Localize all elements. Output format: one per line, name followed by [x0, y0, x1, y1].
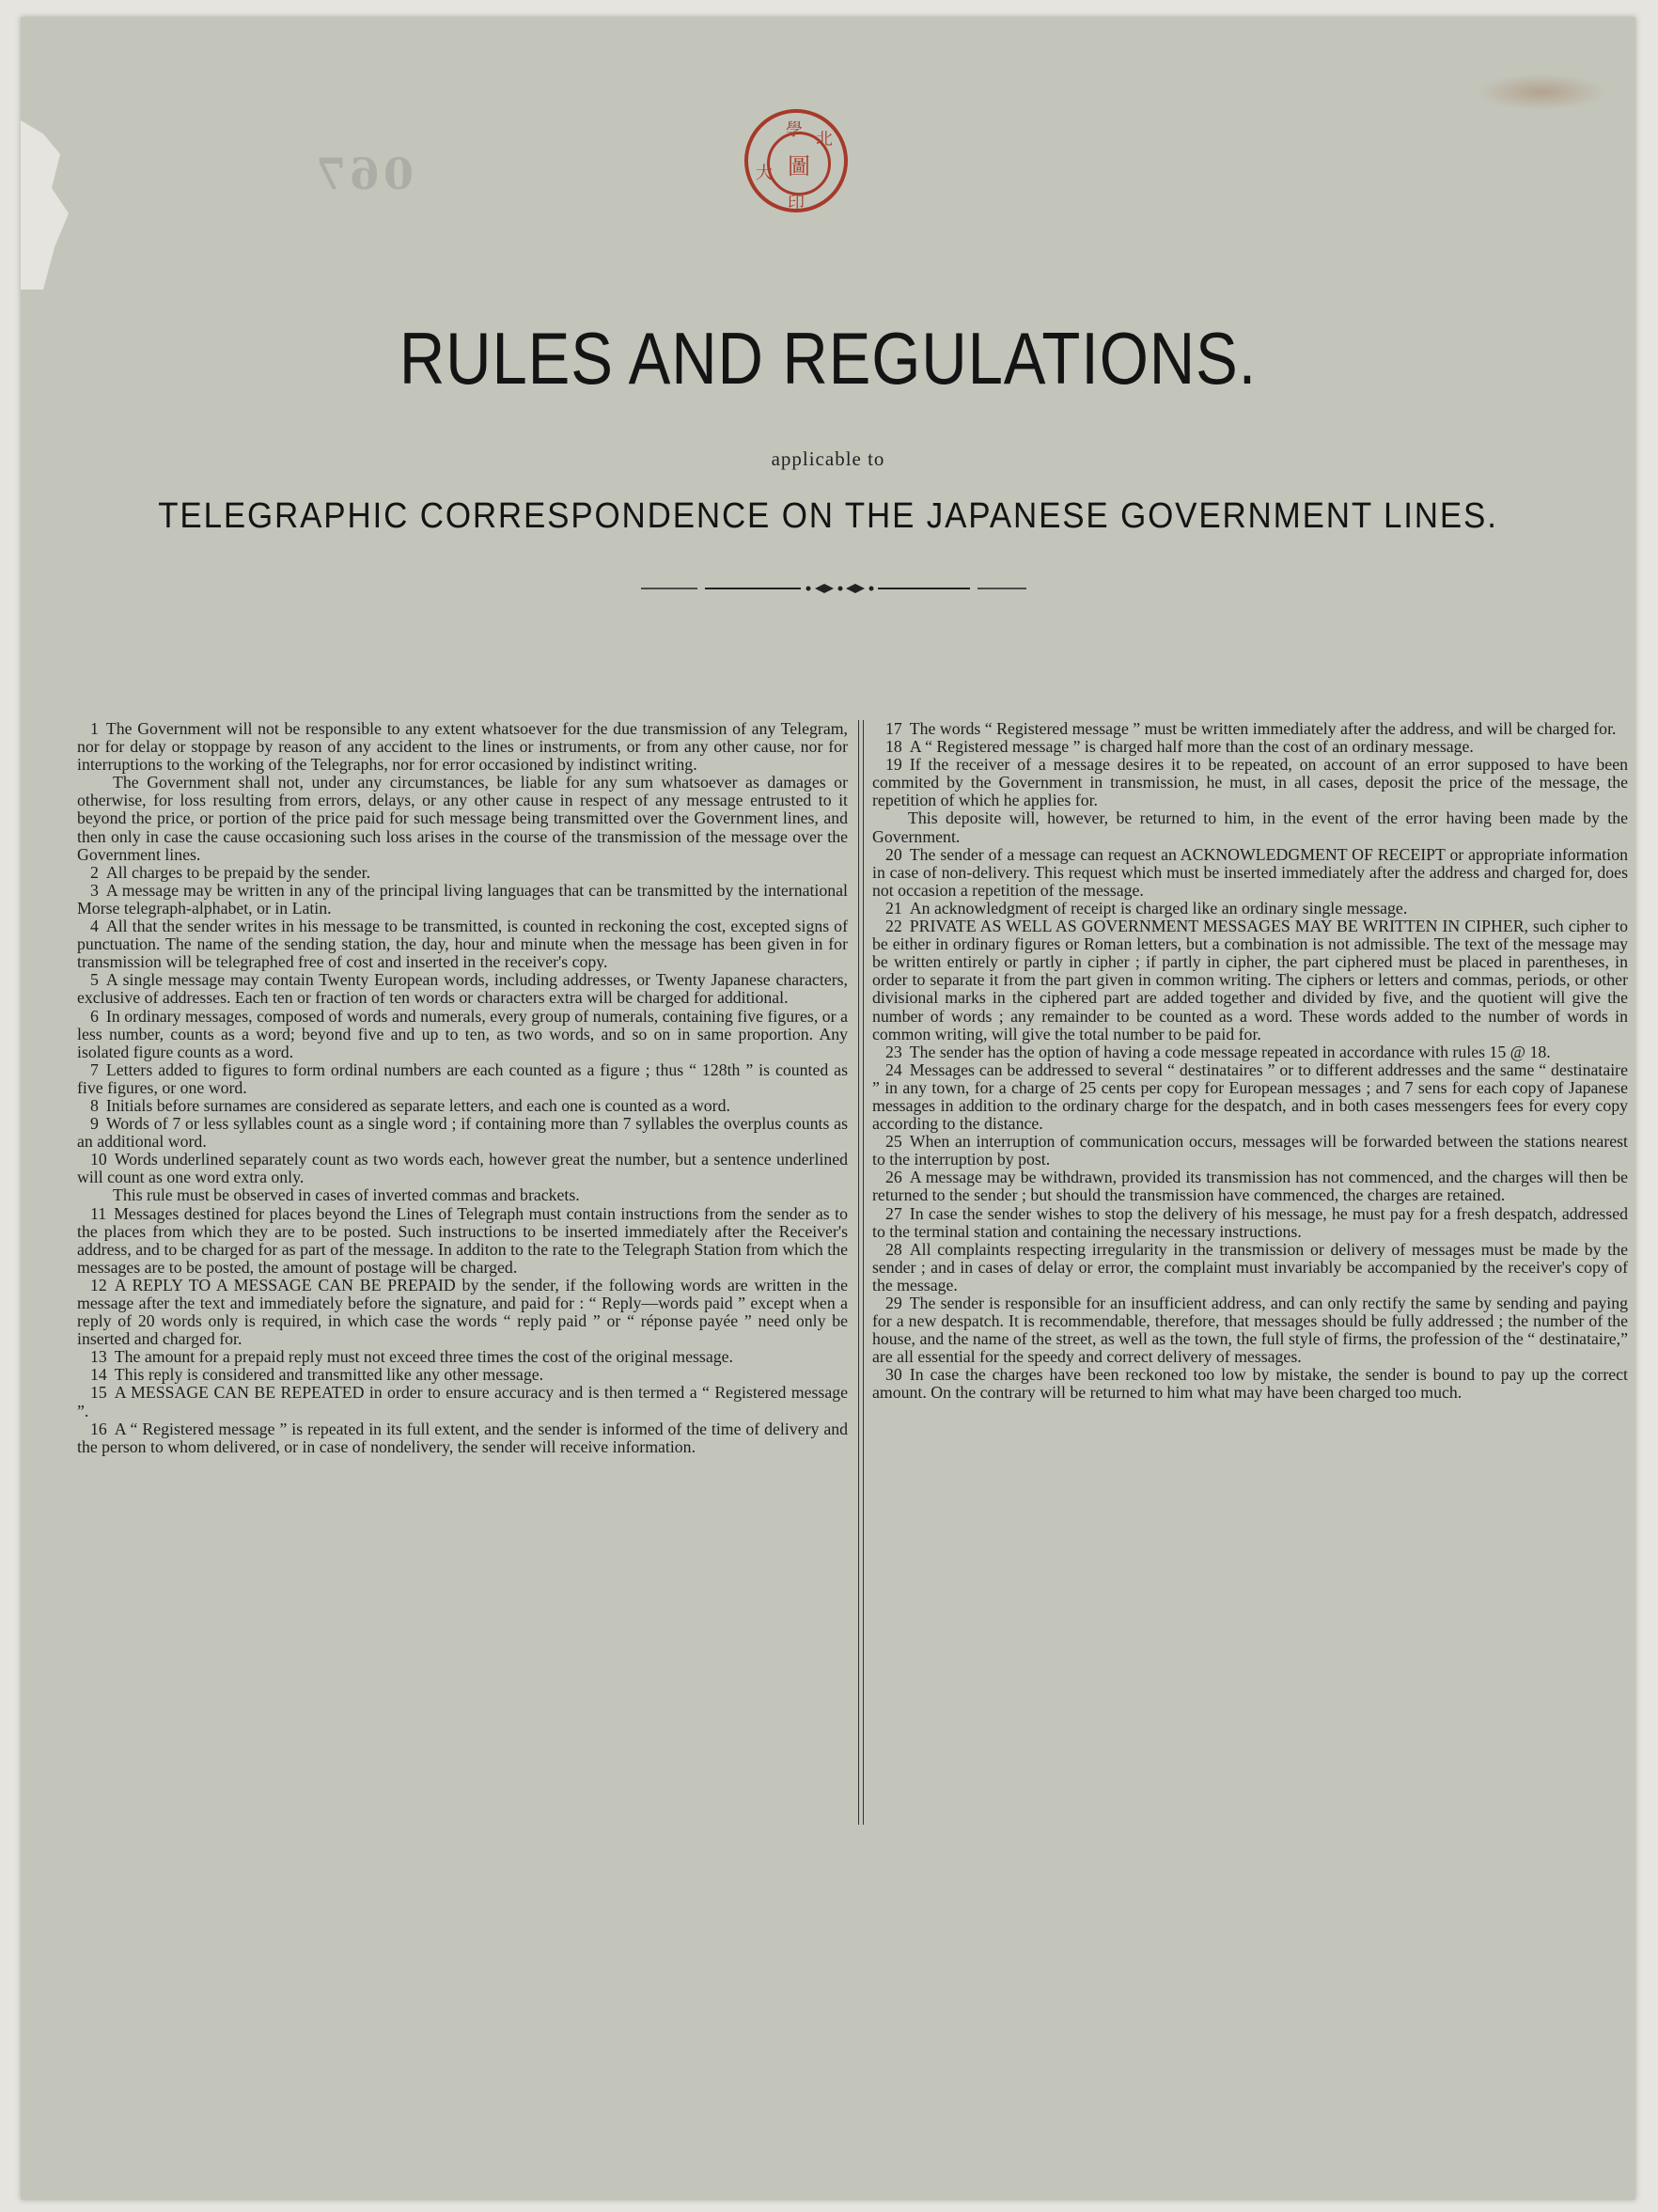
rule-paragraph — [872, 809, 1628, 845]
rule-text: The words “ Registered message ” must be written immediately after the address, and will be charged for. — [909, 719, 1617, 738]
left-column — [77, 720, 848, 1456]
rule-paragraph — [77, 971, 848, 1007]
rule-text: A “ Registered message ” is repeated in its full extent, and the sender is informed of the time of delivery and the person to whom delivered, or in case of nondelivery, the sender will receive information. — [77, 1419, 848, 1456]
rule-number: 5 — [90, 970, 99, 990]
rule-number: 4 — [90, 917, 99, 936]
rule-paragraph — [77, 1115, 848, 1151]
rule-paragraph — [77, 1205, 848, 1277]
rule-text: In case the charges have been reckoned too low by mistake, the sender is bound to pay up the correct amount. On the contrary will be returned to him what may have been charged too much. — [872, 1365, 1628, 1403]
rule-text: Words underlined separately count as two words each, however great the number, but a sentence underlined will count as one word extra only. — [77, 1150, 848, 1187]
rule-text: Initials before surnames are considered as separate letters, and each one is counted as a word. — [105, 1095, 730, 1115]
rule-paragraph — [77, 1097, 848, 1115]
rule-paragraph — [77, 720, 848, 774]
rule-number: 2 — [90, 862, 99, 882]
rule-text: An acknowledgment of receipt is charged like an ordinary single message. — [909, 898, 1408, 918]
rule-number: 10 — [90, 1150, 107, 1169]
rule-number: 17 — [885, 719, 902, 738]
rust-stain — [1476, 73, 1607, 111]
rule-paragraph — [872, 846, 1628, 900]
rule-text: The sender of a message can request an ACKNOWLEDGMENT OF RECEIPT or appropriate information in case of non-delivery. This request which must be inserted immediately after the address and charged for, does not occasion a repetition of the message. — [872, 844, 1628, 900]
rule-paragraph — [872, 1043, 1628, 1061]
rule-number: 30 — [885, 1365, 902, 1385]
seal-inner-ring: 圖 — [767, 132, 831, 196]
rule-text: A single message may contain Twenty European words, including addresses, or Twenty Japanese characters, exclusive of addresses. Each ten or fraction of ten words or characters extra will be charged for additional. — [77, 970, 848, 1008]
rule-paragraph — [77, 1008, 848, 1061]
rule-text: The sender is responsible for an insufficient address, and can only rectify the same by sending and paying for a new despatch. It is recommendable, therefore, that messages should be fully addressed ; the number of the house, and the name of the street, as well as the town, the full style of firms, the profession of the “ destinataire,” are all essential for the speedy and correct delivery of messages. — [872, 1294, 1628, 1367]
library-seal-stamp: 學 北 大 印 圖 — [744, 109, 848, 212]
rule-text: If the receiver of a message desires it to be repeated, on account of an error supposed to have been commited by the Government in transmission, he must, in all cases, deposit the price of the message, the repetition of which he applies for. — [872, 755, 1628, 810]
rule-paragraph — [872, 1133, 1628, 1169]
rule-paragraph — [77, 774, 848, 863]
rule-paragraph — [77, 1366, 848, 1384]
rule-paragraph — [77, 1420, 848, 1456]
rule-paragraph — [872, 900, 1628, 918]
rule-text: Messages destined for places beyond the Lines of Telegraph must contain instructions from the sender as to the places from which they are to be posted. Such instructions to be inserted immediately after the Receiver's address, and to be charged for as part of the message. In additon to the rate to the Telegraph Station from which the messages are to be posted, the amount of postage will be charged. — [77, 1203, 848, 1277]
rule-text: This rule must be observed in cases of inverted commas and brackets. — [113, 1185, 580, 1205]
rule-text: A message may be written in any of the principal living languages that can be transmitted by the international Morse telegraph-alphabet, or in Latin. — [77, 880, 848, 918]
rule-text: All charges to be prepaid by the sender. — [105, 862, 371, 882]
rule-paragraph — [872, 1241, 1628, 1294]
rule-number: 26 — [885, 1168, 902, 1187]
rule-paragraph — [77, 1277, 848, 1348]
rule-text: When an interruption of communication occurs, messages will be forwarded between the stations nearest to the interruption by post. — [872, 1132, 1628, 1169]
rule-paragraph — [872, 738, 1628, 756]
rule-paragraph — [872, 1169, 1628, 1204]
rule-text: A “ Registered message ” is charged half more than the cost of an ordinary message. — [909, 737, 1474, 757]
rule-text: This reply is considered and transmitted like any other message. — [114, 1365, 544, 1385]
rule-paragraph — [77, 1384, 848, 1420]
rule-text: The Government will not be responsible to any extent whatsoever for the due transmission of any Telegram, nor for delay or stoppage by reason of any accident to the lines or instruments, or from any other cause, nor for interruptions to the working of the Telegraphs, nor for error occasioned by indistinct writing. — [77, 719, 848, 775]
rule-number: 19 — [885, 755, 902, 775]
rule-paragraph — [872, 1061, 1628, 1133]
subtitle: applicable to — [771, 447, 885, 470]
rule-paragraph — [872, 1366, 1628, 1402]
ornamental-divider — [641, 579, 1026, 598]
rule-number: 9 — [90, 1114, 99, 1134]
rule-number: 13 — [90, 1347, 107, 1367]
rule-number: 27 — [885, 1203, 902, 1223]
ghost-number: 067 — [312, 149, 414, 199]
rule-text: PRIVATE AS WELL AS GOVERNMENT MESSAGES MAY BE WRITTEN IN CIPHER, such cipher to be either in ordinary figures or Roman letters, but a combination is not admissible. The text of the message may be written entirely or partly in cipher ; if partly in cipher, the part ciphered must be placed in parentheses, in order to separate it from the part given in common writing. The ciphers or letters and commas, periods, or other divisional marks in the ciphered part are added together and divided by five, and the quotient will give the number of words ; any remainder to be counted as a word. These words added to the number of words in common writing, will give the total number to be paid for. — [872, 917, 1628, 1043]
rule-number: 6 — [90, 1006, 99, 1026]
rules-body — [77, 720, 1628, 1829]
rule-text: All that the sender writes in his message to be transmitted, is counted in reckoning the cost, excepted signs of punctuation. The name of the sending station, the day, hour and minute when the message has been given in for transmission will be telegraphed free of cost and inserted in the receiver's copy. — [77, 917, 848, 972]
column-divider — [858, 720, 864, 1825]
rule-paragraph — [77, 1186, 848, 1204]
rule-paragraph — [872, 756, 1628, 809]
rule-number: 7 — [90, 1059, 99, 1079]
rule-text: Words of 7 or less syllables count as a single word ; if containing more than 7 syllables the overplus counts as an additional word. — [77, 1114, 848, 1152]
rule-text: All complaints respecting irregularity in the transmission or delivery of messages must be made by the sender ; and in cases of delay or error, the complaint must invariably be accompanied by the receiver's copy of the message. — [872, 1239, 1628, 1294]
rule-paragraph — [77, 1151, 848, 1186]
rule-number: 23 — [885, 1042, 902, 1061]
rule-paragraph — [77, 1348, 848, 1366]
rule-number: 15 — [90, 1383, 107, 1403]
rule-number: 24 — [885, 1059, 902, 1079]
rule-paragraph — [77, 1061, 848, 1097]
rule-number: 11 — [90, 1203, 107, 1223]
rule-text: This deposite will, however, be returned to him, in the event of the error having been made by the Government. — [872, 808, 1628, 846]
page-title: RULES AND REGULATIONS. — [399, 317, 1258, 400]
rule-text: The sender has the option of having a code message repeated in accordance with rules 15 @ 18. — [909, 1042, 1551, 1061]
rule-text: A REPLY TO A MESSAGE CAN BE PREPAID by the sender, if the following words are written in the message after the text and immediately before the signature, and paid for : “ Reply—words paid ” except when a reply of 20 words only is required, in which case the words “ reply paid ” or “ réponse payée ” need only be inserted and charged for. — [77, 1275, 848, 1349]
torn-edge — [21, 120, 77, 290]
rule-paragraph — [872, 1294, 1628, 1366]
rule-number: 20 — [885, 844, 902, 864]
rule-paragraph — [77, 882, 848, 918]
rule-number: 8 — [90, 1095, 99, 1115]
rule-text: Letters added to figures to form ordinal numbers are each counted as a figure ; thus “ 128th ” is counted as five figures, or one word. — [77, 1059, 848, 1097]
rule-text: Messages can be addressed to several “ destinataires ” or to different addresses and the same “ destinataire ” in any town, for a charge of 25 cents per copy for European messages ; and 7 sens for each copy of Japanese messages in addition to the ordinary charge for the despatch, and in both cases messengers fees for every copy according to the distance. — [872, 1059, 1628, 1134]
rule-number: 28 — [885, 1239, 902, 1259]
rule-number: 3 — [90, 880, 99, 900]
rule-text: In ordinary messages, composed of words and numerals, every group of numerals, containing five figures, or a less number, counts as a word; beyond five and up to ten, as two words, and so on in same proportion. Any isolated figure counts as a word. — [77, 1006, 848, 1061]
rule-paragraph — [872, 918, 1628, 1043]
rule-number: 16 — [90, 1419, 107, 1438]
rule-text: The Government shall not, under any circumstances, be liable for any sum whatsoever as damages or otherwise, for loss resulting from errors, delays, or any other cause in respect of any message entrusted to it beyond the price, or portion of the price paid for such message being transmitted over the Government lines, and then only in case the cause occasioning such loss arises in the course of the transmission of the message over the Government lines. — [77, 773, 848, 864]
section-heading: TELEGRAPHIC CORRESPONDENCE ON THE JAPANESE GOVERNMENT LINES. — [158, 496, 1498, 536]
rule-number: 22 — [885, 917, 902, 936]
rule-number: 12 — [90, 1275, 107, 1294]
rule-text: In case the sender wishes to stop the delivery of his message, he must pay for a fresh despatch, addressed to the terminal station and containing the necessary instructions. — [872, 1203, 1628, 1241]
document-sheet — [21, 17, 1635, 2200]
rule-number: 18 — [885, 737, 902, 757]
rule-text: A message may be withdrawn, provided its transmission has not commenced, and the charges will then be returned to the sender ; but should the transmission have commenced, the charges are retained. — [872, 1168, 1628, 1205]
rule-number: 14 — [90, 1365, 107, 1385]
rule-number: 1 — [90, 719, 99, 738]
right-column — [872, 720, 1628, 1403]
rule-number: 29 — [885, 1294, 902, 1312]
rule-number: 21 — [885, 898, 902, 918]
rule-paragraph — [77, 918, 848, 971]
rule-number: 25 — [885, 1132, 902, 1152]
rule-paragraph — [872, 1205, 1628, 1241]
rule-paragraph — [77, 864, 848, 882]
rule-text: A MESSAGE CAN BE REPEATED in order to ensure accuracy and is then termed a “ Registered message ”. — [77, 1383, 848, 1420]
rule-paragraph — [872, 720, 1628, 738]
rule-text: The amount for a prepaid reply must not exceed three times the cost of the original message. — [114, 1347, 733, 1367]
